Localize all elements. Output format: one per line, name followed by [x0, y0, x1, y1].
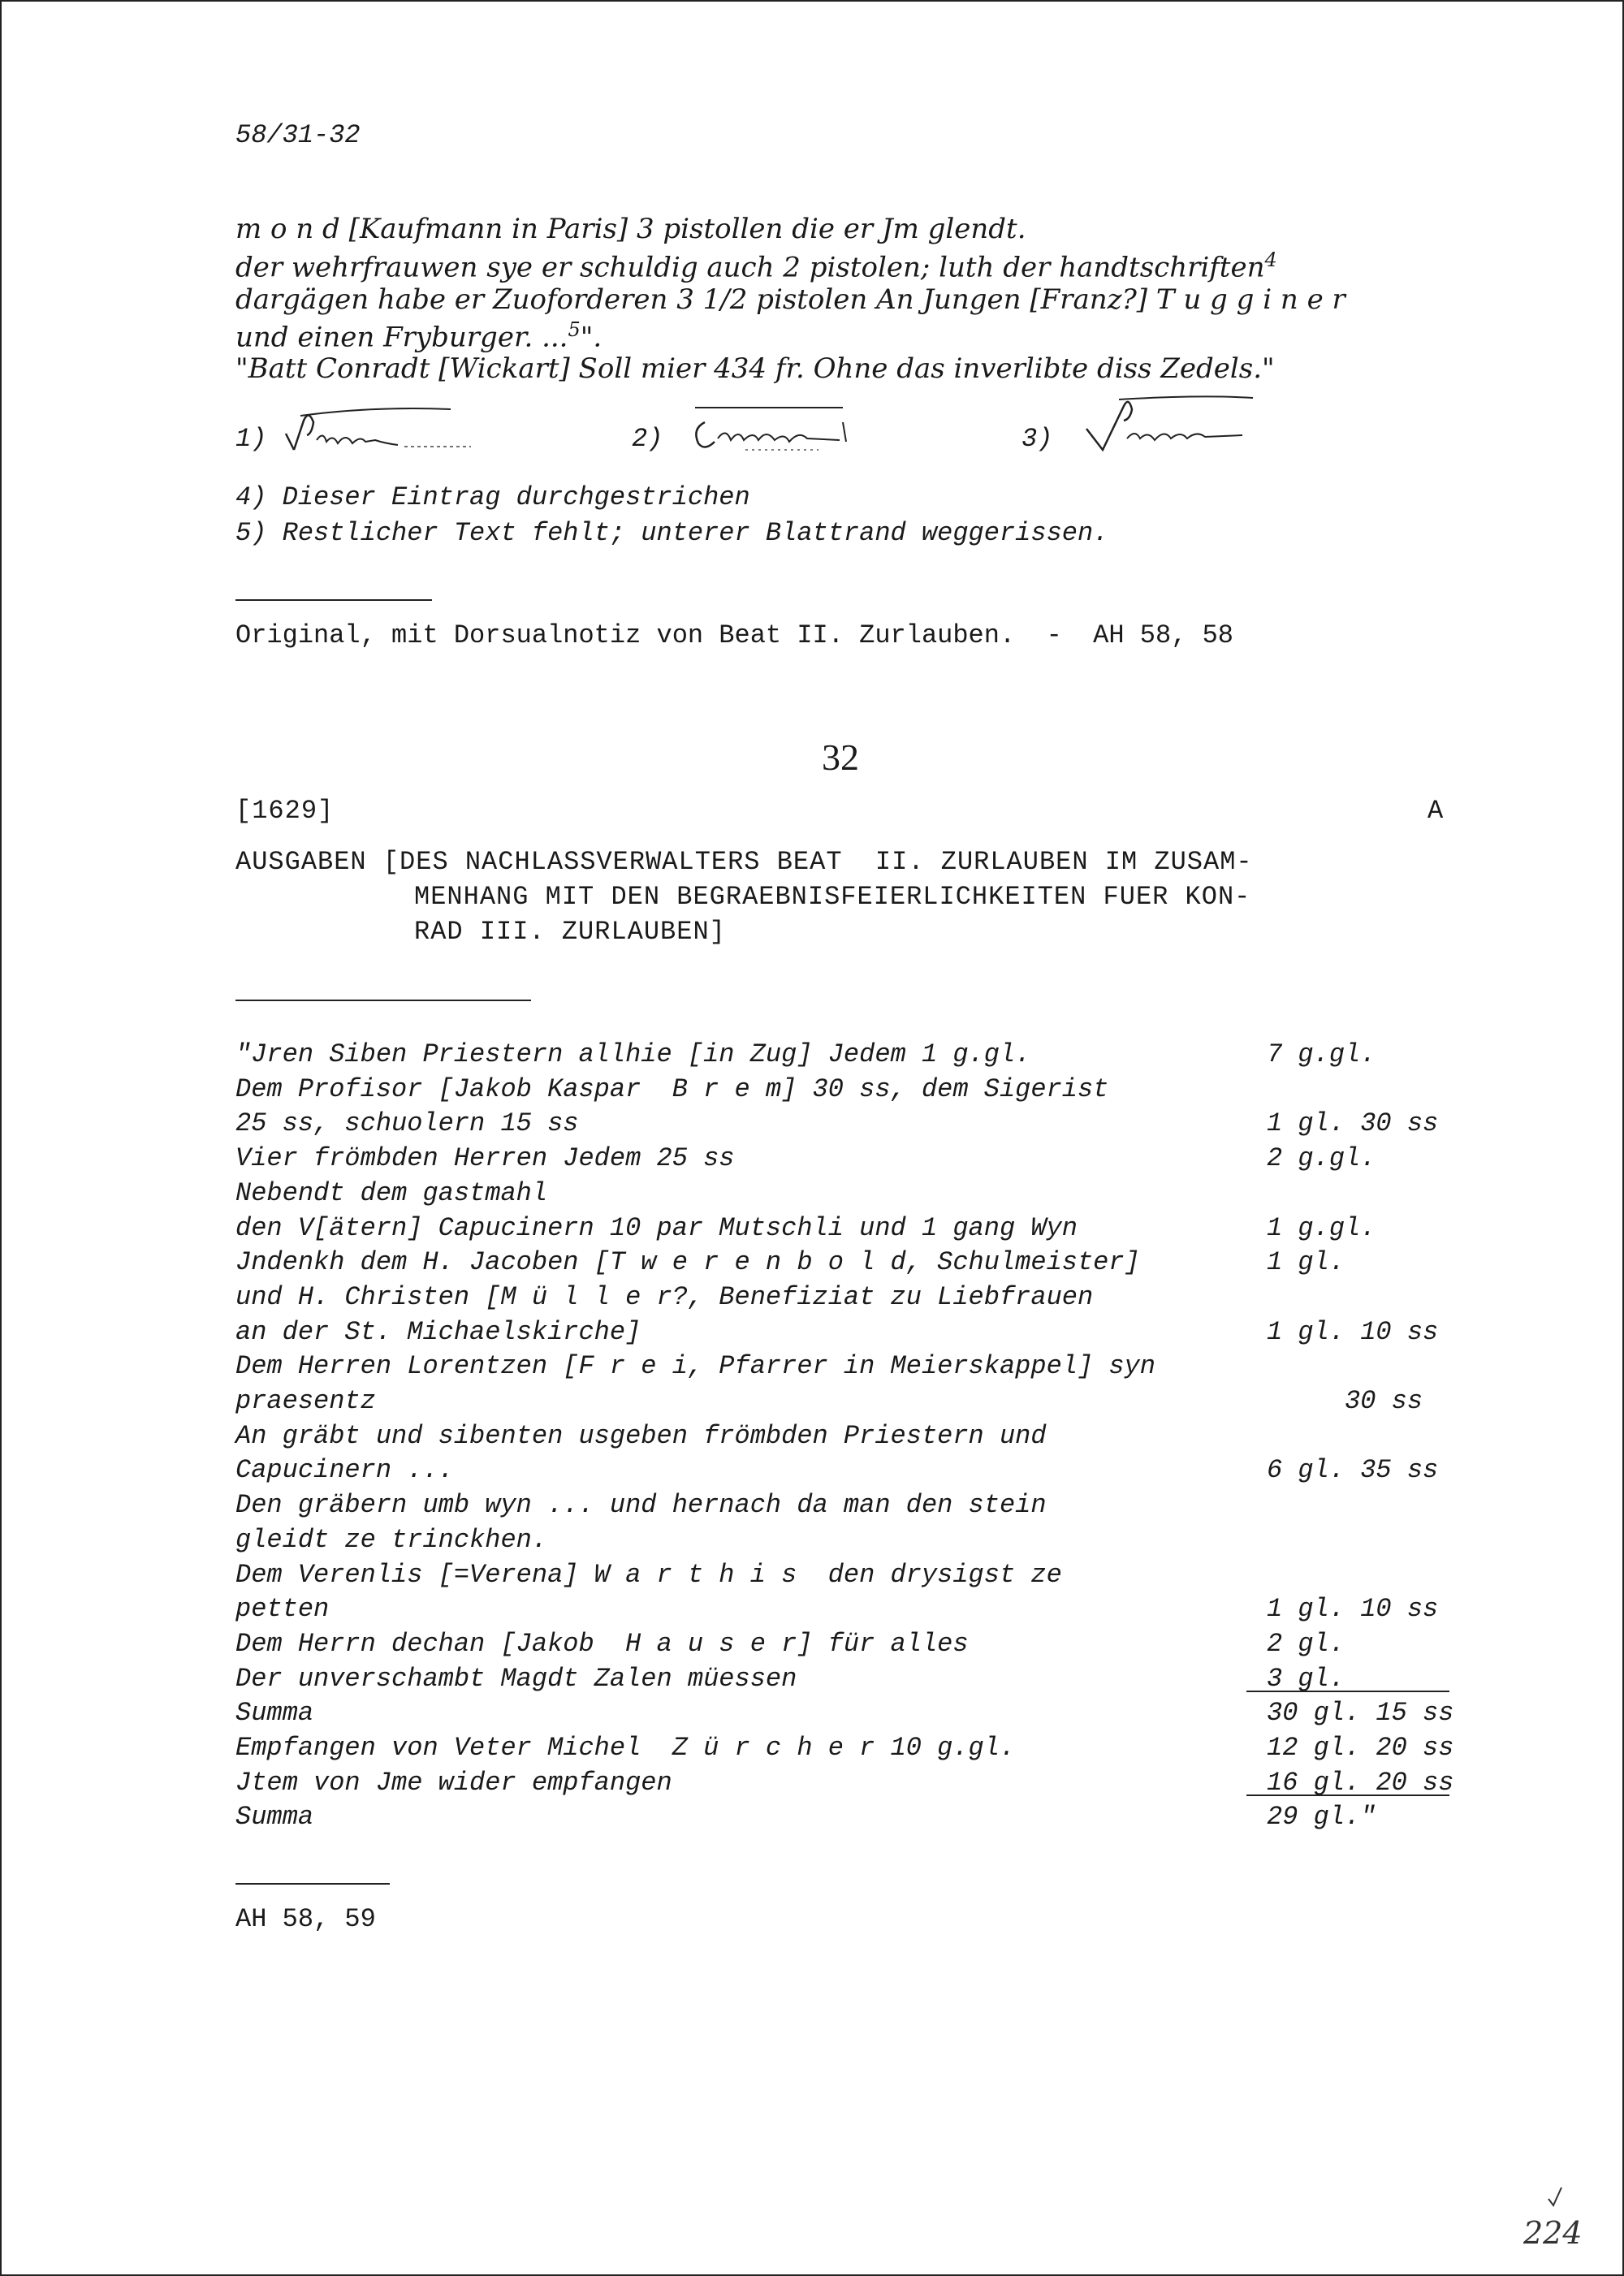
- entry-amount: 2 g.gl.: [1267, 1143, 1376, 1173]
- entry-amount: 1 g.gl.: [1267, 1213, 1376, 1243]
- signature-3-image: [1070, 388, 1281, 461]
- entry-amount: 30 ss: [1267, 1386, 1423, 1416]
- entry-amount: 1 gl. 10 ss: [1267, 1317, 1439, 1347]
- intro-line-4: und einen Fryburger. ...$^5$".: [235, 318, 603, 354]
- entry-amount: 1 gl. 30 ss: [1267, 1108, 1439, 1138]
- footnote-separator: [235, 599, 432, 601]
- entry-text: und H. Christen [M ü l l e r?, Benefiziat zu Liebfrauen: [235, 1282, 1094, 1312]
- entry-amount: 1 gl. 10 ss: [1267, 1594, 1439, 1624]
- intro-line-1: m o n d [Kaufmann in Paris] 3 pistollen die er Jm glendt.: [235, 213, 1026, 245]
- entry-text: Dem Profisor [Jakob Kaspar B r e m] 30 ss, dem Sigerist: [235, 1074, 1109, 1104]
- title-line-2: MENHANG MIT DEN BEGRAEBNISFEIERLICHKEITEN FUER KON-: [414, 882, 1251, 912]
- entry-text: petten: [235, 1594, 330, 1624]
- title-line-1: AUSGABEN [DES NACHLASSVERWALTERS BEAT II. ZURLAUBEN IM ZUSAM-: [235, 847, 1253, 877]
- footnote-5: 5) Restlicher Text fehlt; unterer Blattrand weggerissen.: [235, 518, 1109, 548]
- footnote-4: 4) Dieser Eintrag durchgestrichen: [235, 482, 750, 512]
- entry-text: Summa: [235, 1698, 314, 1728]
- entry-text: Dem Herrn dechan [Jakob H a u s e r] für alles: [235, 1629, 969, 1659]
- entry-text: Jndenkh dem H. Jacoben [T w e r e n b o l d, Schulmeister]: [235, 1247, 1140, 1277]
- signature-label-2: 2): [632, 424, 663, 454]
- entry-text: Dem Herren Lorentzen [F r e i, Pfarrer in Meierskappel] syn: [235, 1351, 1155, 1381]
- signature-label-1: 1): [235, 424, 267, 454]
- signature-label-3: 3): [1021, 424, 1053, 454]
- entry-amount: 2 gl.: [1267, 1629, 1345, 1659]
- entry-amount: 7 g.gl.: [1267, 1039, 1376, 1069]
- intro-line-3: dargägen habe er Zuoforderen 3 1/2 pistolen An Jungen [Franz?] T u g g i n e r: [235, 283, 1345, 316]
- entry-text: Vier frömbden Herren Jedem 25 ss: [235, 1143, 735, 1173]
- document-letter: A: [1427, 796, 1445, 826]
- entry-amount: 29 gl.": [1267, 1802, 1376, 1832]
- title-line-3: RAD III. ZURLAUBEN]: [414, 917, 726, 947]
- sum-rule-2: [1246, 1794, 1449, 1796]
- entry-text: 25 ss, schuolern 15 ss: [235, 1108, 579, 1138]
- footnote-marker-5: 5: [568, 318, 581, 341]
- entry-amount: 16 gl. 20 ss: [1267, 1768, 1454, 1798]
- intro-line-5: "Batt Conradt [Wickart] Soll mier 434 fr. Ohne das inverlibte diss Zedels.": [235, 352, 1275, 385]
- footnote-marker-4: 4: [1264, 248, 1277, 271]
- entry-text: Den gräbern umb wyn ... und hernach da man den stein: [235, 1490, 1047, 1520]
- intro-line-2: der wehrfrauwen sye er schuldig auch 2 pistolen; luth der handtschriften$^4$: [235, 248, 1277, 284]
- source-separator: [235, 1883, 390, 1885]
- source-note-1: Original, mit Dorsualnotiz von Beat II. Zurlauben. - AH 58, 58: [235, 620, 1233, 650]
- entry-amount: 12 gl. 20 ss: [1267, 1733, 1454, 1763]
- signature-2-image: [680, 398, 875, 463]
- entry-text: an der St. Michaelskirche]: [235, 1317, 641, 1347]
- source-note-2: AH 58, 59: [235, 1904, 376, 1934]
- document-number: 32: [822, 736, 859, 778]
- sum-rule-1: [1246, 1691, 1449, 1692]
- entry-amount: 6 gl. 35 ss: [1267, 1455, 1439, 1485]
- check-mark-icon: [1547, 2186, 1563, 2209]
- doc-reference: 58/31-32: [235, 120, 361, 150]
- signature-1-image: [276, 398, 495, 463]
- entry-text: Nebendt dem gastmahl: [235, 1178, 548, 1208]
- entry-text: Der unverschambt Magdt Zalen müessen: [235, 1664, 797, 1694]
- entry-text: An gräbt und sibenten usgeben frömbden Priestern und: [235, 1421, 1047, 1451]
- entry-text: gleidt ze trinckhen.: [235, 1525, 548, 1555]
- entry-text: Summa: [235, 1802, 314, 1832]
- entry-amount: 30 gl. 15 ss: [1267, 1698, 1454, 1728]
- document-date: [1629]: [235, 796, 335, 826]
- title-separator: [235, 1000, 531, 1001]
- entry-text: den V[ätern] Capucinern 10 par Mutschli und 1 gang Wyn: [235, 1213, 1078, 1243]
- page-number: 224: [1523, 2215, 1583, 2251]
- entry-text: praesentz: [235, 1386, 376, 1416]
- entry-amount: 1 gl.: [1267, 1247, 1345, 1277]
- entry-text: Empfangen von Veter Michel Z ü r c h e r 10 g.gl.: [235, 1733, 1016, 1763]
- entry-text: Jtem von Jme wider empfangen: [235, 1768, 672, 1798]
- entry-text: "Jren Siben Priestern allhie [in Zug] Jedem 1 g.gl.: [235, 1039, 1031, 1069]
- entry-amount: 3 gl.: [1267, 1664, 1345, 1694]
- entry-text: Capucinern ...: [235, 1455, 454, 1485]
- entry-text: Dem Verenlis [=Verena] W a r t h i s den drysigst ze: [235, 1560, 1062, 1590]
